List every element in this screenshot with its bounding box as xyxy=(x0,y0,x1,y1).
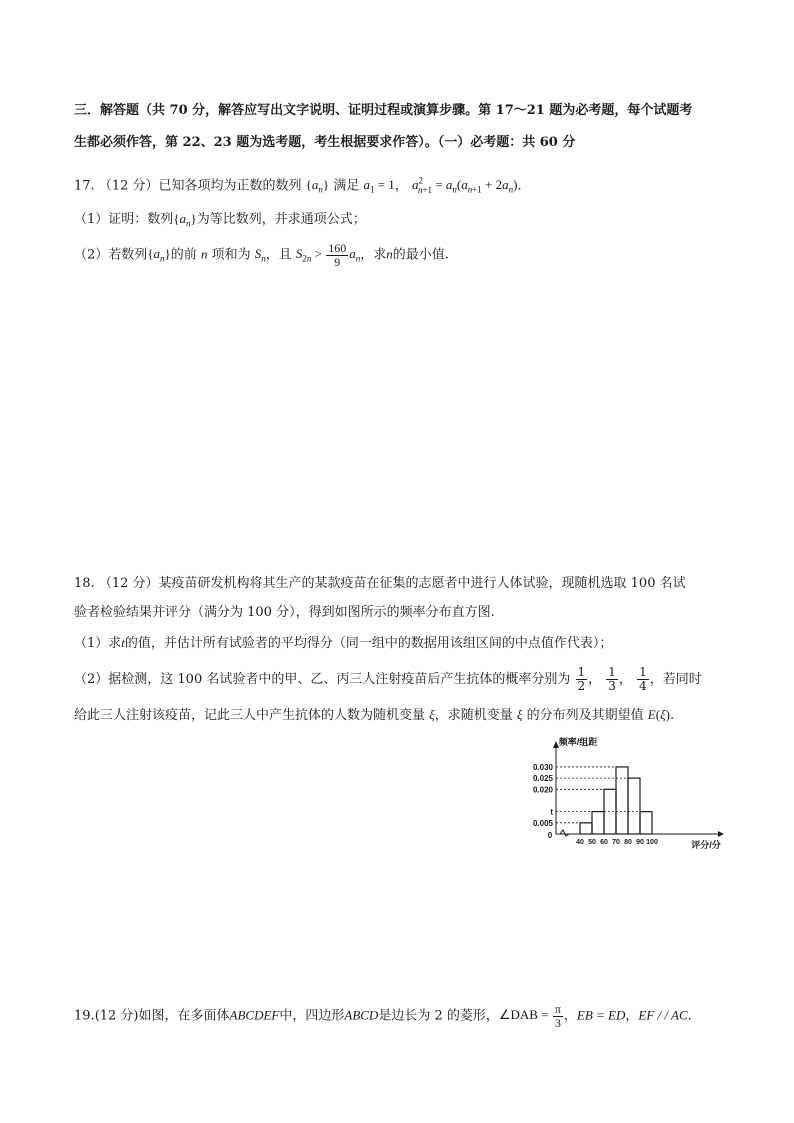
histogram-bar xyxy=(616,767,628,834)
q18-part1-prefix: （1）求 xyxy=(74,636,122,651)
x-axis-label: 评分/分 xyxy=(691,840,721,850)
q17-seq-an: $\{a_n\}$ xyxy=(305,177,330,195)
y-tick-label: t xyxy=(550,807,553,817)
q19-solid: ABCDEF xyxy=(229,1007,280,1023)
histogram-bar xyxy=(628,778,640,834)
q18-stem-line1 xyxy=(74,575,686,593)
q19-angle-fraction: $\frac{\pi}{3}$ xyxy=(554,1002,561,1030)
q19-number: 19. xyxy=(74,1008,95,1024)
q18-part2-line2-end: . xyxy=(669,708,675,723)
section-heading-line2: 生都必须作答，第 22、23 题为选考题，考生根据要求作答）。（一）必考题：共 60 分 xyxy=(74,135,576,150)
q19-text-mid1: 中，四边形 xyxy=(279,1008,345,1024)
q18-part2-line2-mid2: 的分布列及其期望值 xyxy=(526,708,644,723)
q17-part2-fraction: $\frac{160}{9}$ xyxy=(328,241,347,269)
x-tick-label: 50 xyxy=(588,839,596,846)
q19-text-prefix: 如图，在多面体 xyxy=(138,1008,230,1024)
x-tick-label: 70 xyxy=(612,839,620,846)
q17-score: （12 分） xyxy=(98,178,159,194)
y-tick-label: 0.005 xyxy=(532,818,553,828)
q17-part2-n: n xyxy=(200,246,208,262)
q17-stem-prefix: 已知各项均为正数的数列 xyxy=(158,178,302,194)
y-axis-label: 频率/组距 xyxy=(558,737,598,747)
q19-cond2: EF / / AC xyxy=(638,1007,688,1023)
q17-stem-mid2: ， xyxy=(394,178,408,194)
histogram-bar xyxy=(592,812,604,834)
q19-quad: ABCD xyxy=(344,1007,379,1023)
q17-part2-seq: $\{a_n\}$ xyxy=(147,246,171,265)
q17-part2-mid3: ，且 xyxy=(265,247,292,263)
q19-sep1: ， xyxy=(563,1008,577,1024)
q18-fraction-3: $\frac{1}{4}$ xyxy=(639,665,647,693)
x-tick-label: 90 xyxy=(636,839,644,846)
q17-part2-mid2: 项和为 xyxy=(211,247,251,263)
axis-break xyxy=(560,830,569,836)
q17-part2-mid1: 的前 xyxy=(170,247,197,263)
q17-part2-ineq: $S_{2n}$ > $\frac{160}{9}$ $a_n$ xyxy=(295,241,361,269)
x-tick-label: 60 xyxy=(600,839,608,846)
q17-part2 xyxy=(74,242,449,269)
q19-end: . xyxy=(687,1008,692,1024)
q17-recurrence: $a^2_{n+1} = a_n(a_{n+1} + 2a_n)$ xyxy=(411,176,518,195)
q17-part1-prefix: （1）证明：数列 xyxy=(74,212,174,227)
frequency-histogram xyxy=(520,736,725,856)
q18-part1 xyxy=(74,634,612,653)
q18-part2-line2 xyxy=(74,706,674,725)
q18-part2-line2-prefix: 给此三人注射该疫苗，记此三人中产生抗体的人数为随机变量 xyxy=(74,708,426,723)
q18-score: （12 分） xyxy=(98,576,159,591)
q17-part2-suffix: 的最小值. xyxy=(392,247,449,263)
x-axis-arrow xyxy=(718,831,724,837)
q18-part2-prefix: （2）据检测，这 100 名试验者中的甲、乙、丙三人注射疫苗后产生抗体的概率分别为 xyxy=(74,672,571,687)
q17-stem-mid1: 满足 xyxy=(333,178,360,194)
q18-part2: （2）据检测，这 100 名试验者中的甲、乙、丙三人注射疫苗后产生抗体的概率分别为 $\frac{1}{2}$ ， $\frac{1}{3}$ ， $\frac{1}{4}$ ，若同时 xyxy=(74,665,702,693)
q18-fraction-2: $\frac{1}{3}$ xyxy=(608,665,616,693)
q18-part2-suffix: ，若同时 xyxy=(649,672,702,687)
q17-part2-sn: $S_n$ xyxy=(254,246,266,265)
x-tick-label: 80 xyxy=(624,839,632,846)
q18-number: 18. xyxy=(74,576,95,591)
q19-text-mid2: 是边长为 2 的菱形， xyxy=(378,1008,499,1024)
x-tick-label: 40 xyxy=(576,839,584,846)
origin-label: 0 xyxy=(547,831,553,840)
histogram-bar xyxy=(640,812,652,834)
section-heading-line1: 三．解答题（共 70 分，解答应写出文字说明、证明过程或演算步骤。第 17～21 题为必考题，每个试题考 xyxy=(74,103,693,118)
q19-cond1: EB = ED xyxy=(576,1007,626,1023)
q17-cond-a1: $a_1 = 1$ xyxy=(363,177,395,195)
q19-score: (12 分) xyxy=(94,1008,139,1024)
x-tick-label: 100 xyxy=(646,839,658,846)
q18-part2-line2-mid: ，求随机变量 xyxy=(434,708,513,723)
q17-part1-suffix: 为等比数列，并求通项公式； xyxy=(196,212,366,227)
q17-part1-seq: $\{a_n\}$ xyxy=(173,211,197,229)
q18-stem-text1: 某疫苗研发机构将其生产的某款疫苗在征集的志愿者中进行人体试验，现随机选取 100 名试 xyxy=(158,576,686,591)
q17-number: 17. xyxy=(74,178,95,194)
q17-part2-prefix: （2）若数列 xyxy=(74,247,148,263)
q19-stem xyxy=(74,1003,692,1030)
q18-xi-2: ξ xyxy=(516,707,523,722)
q18-fraction-1: $\frac{1}{2}$ xyxy=(577,665,586,693)
q17-part2-n2: n xyxy=(386,246,393,262)
q18-part1-t: t xyxy=(121,635,125,650)
q18-xi: ξ xyxy=(429,707,435,722)
y-tick-label: 0.025 xyxy=(532,774,553,784)
q17-part2-mid4: ，求 xyxy=(360,247,387,263)
q18-expectation: E(ξ) xyxy=(647,707,670,722)
q18-part1-suffix: 的值，并估计所有试验者的平均得分（同一组中的数据用该组区间的中点值作代表）； xyxy=(124,636,613,651)
y-tick-label: 0.030 xyxy=(532,762,553,772)
q17-stem xyxy=(74,172,522,199)
histogram-bar xyxy=(580,823,592,834)
q17-stem-end: . xyxy=(517,178,522,194)
q17-part1 xyxy=(74,210,366,233)
q19-sep2: ， xyxy=(625,1008,639,1024)
y-tick-label: 0.020 xyxy=(532,785,553,795)
q19-angle: ∠DAB = $\frac{\pi}{3}$ xyxy=(498,1002,561,1030)
q18-stem-line2: 验者检验结果并评分（满分为 100 分），得到如图所示的频率分布直方图. xyxy=(74,605,495,620)
